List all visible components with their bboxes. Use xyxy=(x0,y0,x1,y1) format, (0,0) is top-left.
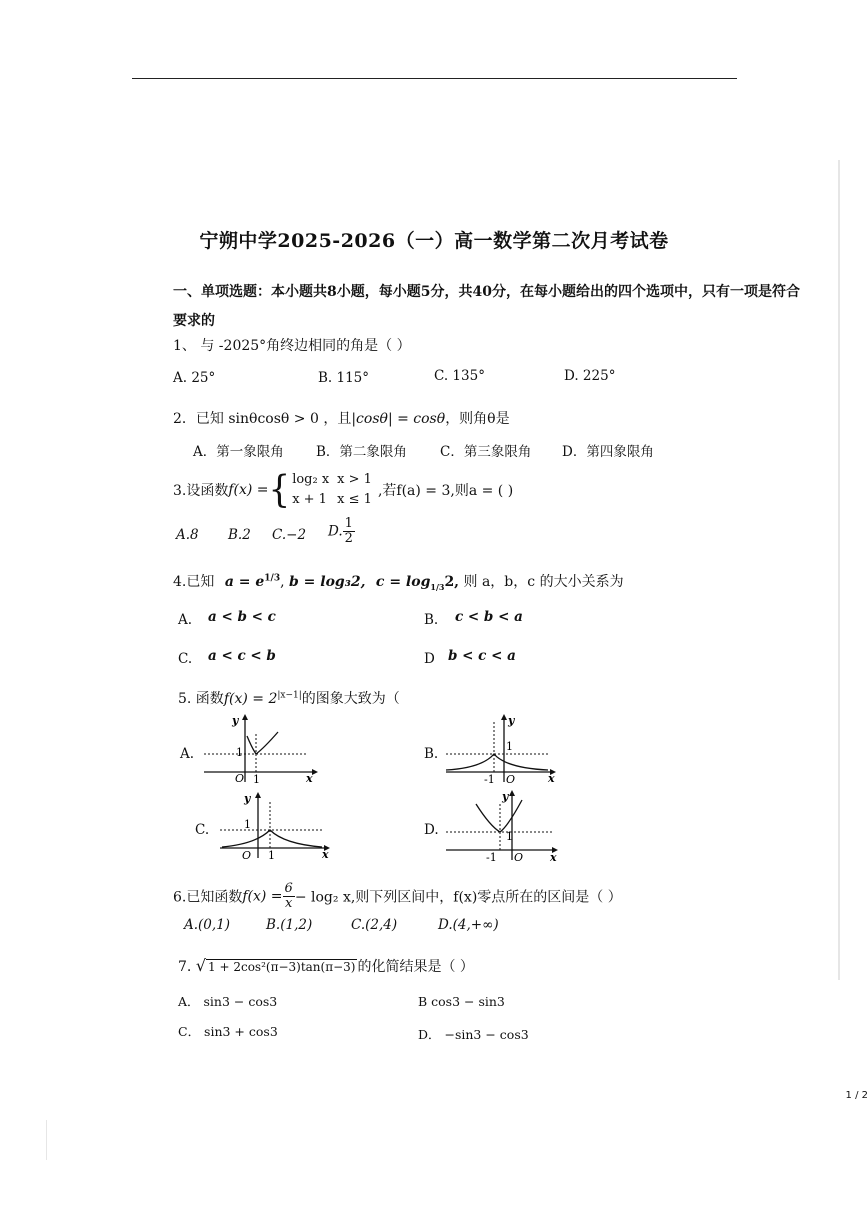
question-2 xyxy=(173,408,510,428)
q4-c-base: 1/3 xyxy=(430,581,445,592)
q2-option-d: D．第四象限角 xyxy=(562,444,654,460)
q5-stem-a: 5. 函数 xyxy=(178,691,224,707)
question-7 xyxy=(178,956,474,976)
q5-stem-b: 的图象大致为（ xyxy=(301,691,400,707)
question-6 xyxy=(173,882,622,911)
svg-text:O: O xyxy=(514,851,524,864)
q6-lead: 6.已知函数 xyxy=(173,889,243,906)
svg-text:O: O xyxy=(235,772,245,784)
page-number: 1 / 2 xyxy=(845,1090,868,1101)
q6-option-a: A.(0,1) xyxy=(184,917,231,933)
svg-text:x: x xyxy=(306,772,313,784)
q6-option-c: C.(2,4) xyxy=(351,917,398,933)
svg-text:-1: -1 xyxy=(484,773,495,784)
q2-stem-a: 2．已知 sinθcosθ > 0 ，且 xyxy=(173,411,352,427)
q5-option-c-label: C. xyxy=(195,822,210,838)
svg-text:1: 1 xyxy=(506,740,513,753)
q4-option-d: b < c < a xyxy=(448,648,516,664)
section-heading: 一、单项选题：本小题共8小题，每小题5分，共40分，在每小题给出的四个选项中，只有一项是符合要求的 xyxy=(173,284,800,329)
q4-a: a = e xyxy=(224,574,265,590)
q3-option-d-fraction xyxy=(343,517,355,546)
svg-text:x: x xyxy=(548,772,555,784)
q4-option-d-label: D xyxy=(424,651,435,667)
q5-graph-b xyxy=(444,712,564,784)
question-5 xyxy=(178,688,400,708)
q6-option-d: D.(4,+∞) xyxy=(438,917,499,933)
svg-text:y: y xyxy=(232,714,239,727)
q4-c: c = log xyxy=(375,574,431,590)
q3-fx: f(x) = xyxy=(228,482,269,498)
q3-case2-expr: x + 1 xyxy=(292,492,327,507)
q3-case2-cond: x ≤ 1 xyxy=(337,492,372,507)
q2-stem-b: ，则角θ是 xyxy=(445,411,510,427)
svg-text:O: O xyxy=(506,773,516,784)
page-title: 宁朔中学2025-2026（一）高一数学第二次月考试卷 xyxy=(199,230,669,252)
sqrt-icon: √ xyxy=(195,956,207,975)
svg-text:1: 1 xyxy=(236,746,243,759)
svg-text:x: x xyxy=(550,851,557,864)
svg-text:1: 1 xyxy=(244,818,251,831)
q7-radicand: 1 + 2cos²(π−3)tan(π−3) xyxy=(208,960,356,974)
q5-exp: |x−1| xyxy=(277,690,302,701)
q3-optd-num: 1 xyxy=(344,516,353,531)
q6-option-b: B.(1,2) xyxy=(266,917,313,933)
q4-a-exp: 1/3 xyxy=(264,573,281,584)
q3-cases xyxy=(290,470,378,510)
q6-tail: − log₂ x,则下列区间中，f(x)零点所在的区间是（ ） xyxy=(294,889,622,906)
svg-text:-1: -1 xyxy=(486,851,497,864)
q7-option-c: C． sin3 + cos3 xyxy=(178,1024,278,1039)
q4-lead: 4.已知 xyxy=(173,574,215,590)
svg-text:1: 1 xyxy=(506,830,513,843)
scan-edge-left xyxy=(46,1120,47,1160)
q4-option-c-label: C. xyxy=(178,651,193,667)
q4-tail: 则 a，b，c 的大小关系为 xyxy=(463,574,624,590)
q2-option-c: C．第三象限角 xyxy=(440,444,532,460)
q5-graph-c xyxy=(218,790,338,862)
header-rule xyxy=(132,78,737,79)
q2-option-b: B．第二象限角 xyxy=(316,444,407,460)
svg-text:y: y xyxy=(244,792,251,805)
q2-abs-cos: |cosθ| = cosθ xyxy=(351,411,446,427)
q4-option-b: c < b < a xyxy=(455,609,523,625)
svg-text:y: y xyxy=(508,714,515,727)
svg-text:O: O xyxy=(242,849,252,862)
q1-option-b: B. 115° xyxy=(318,370,370,386)
q4-c-arg: 2, xyxy=(444,574,460,590)
svg-text:1: 1 xyxy=(253,773,260,784)
q5-option-d-label: D. xyxy=(424,822,439,838)
q2-option-a: A．第一象限角 xyxy=(193,444,284,460)
q3-lead: 3.设函数 xyxy=(173,483,229,499)
q7-option-d: D． −sin3 − cos3 xyxy=(418,1027,529,1042)
q3-option-a: A.8 xyxy=(176,527,199,543)
q3-option-c: C.−2 xyxy=(272,527,307,543)
svg-text:1: 1 xyxy=(268,849,275,862)
q1-option-a: A. 25° xyxy=(173,370,216,386)
q5-graph-a xyxy=(200,712,320,784)
q7-tail: 的化简结果是（ ） xyxy=(357,959,474,975)
q6-f: f(x) = xyxy=(242,888,283,905)
q7-lead: 7. xyxy=(178,959,192,975)
q3-brace: { xyxy=(268,468,291,512)
q6-den: x xyxy=(285,896,293,911)
q1-option-c: C. 135° xyxy=(434,368,485,384)
q3-option-d xyxy=(328,517,355,546)
q5-option-a-label: A. xyxy=(180,746,195,762)
q3-option-b: B.2 xyxy=(228,527,251,543)
q4-option-a: a < b < c xyxy=(208,609,276,625)
q3-optd-den: 2 xyxy=(344,531,353,546)
q5-option-b-label: B. xyxy=(424,746,439,762)
q4-option-c: a < c < b xyxy=(208,648,276,664)
q5-graph-d xyxy=(444,788,564,864)
q3-case1-expr: log₂ x xyxy=(292,472,330,487)
q3-case1-cond: x > 1 xyxy=(337,472,372,487)
question-1: 1、 与 -2025°角终边相同的角是（ ） xyxy=(173,338,411,354)
q7-option-b: B cos3 − sin3 xyxy=(418,994,505,1009)
q3-tail: ,若f(a) = 3,则a = ( ) xyxy=(377,483,514,499)
scan-edge xyxy=(838,160,840,980)
q6-fraction xyxy=(283,882,295,911)
question-3 xyxy=(173,470,513,510)
q3-option-d-label: D. xyxy=(328,523,343,540)
q4-option-b-label: B. xyxy=(424,612,439,628)
question-4: 4.已知 $a = e^{1/3}$, b = log₃2, $c = \log_{1/3}2$, 则 a，b，c 的大小关系为 xyxy=(173,573,624,592)
svg-text:x: x xyxy=(322,848,329,861)
svg-text:y: y xyxy=(502,790,509,803)
q6-num: 6 xyxy=(284,881,293,896)
q7-option-a: A． sin3 − cos3 xyxy=(178,994,278,1009)
q1-option-d: D. 225° xyxy=(564,368,616,384)
q5-f: f(x) = 2 xyxy=(223,691,278,707)
q4-option-a-label: A. xyxy=(178,612,193,628)
q4-b: b = log₃2, xyxy=(289,574,366,590)
